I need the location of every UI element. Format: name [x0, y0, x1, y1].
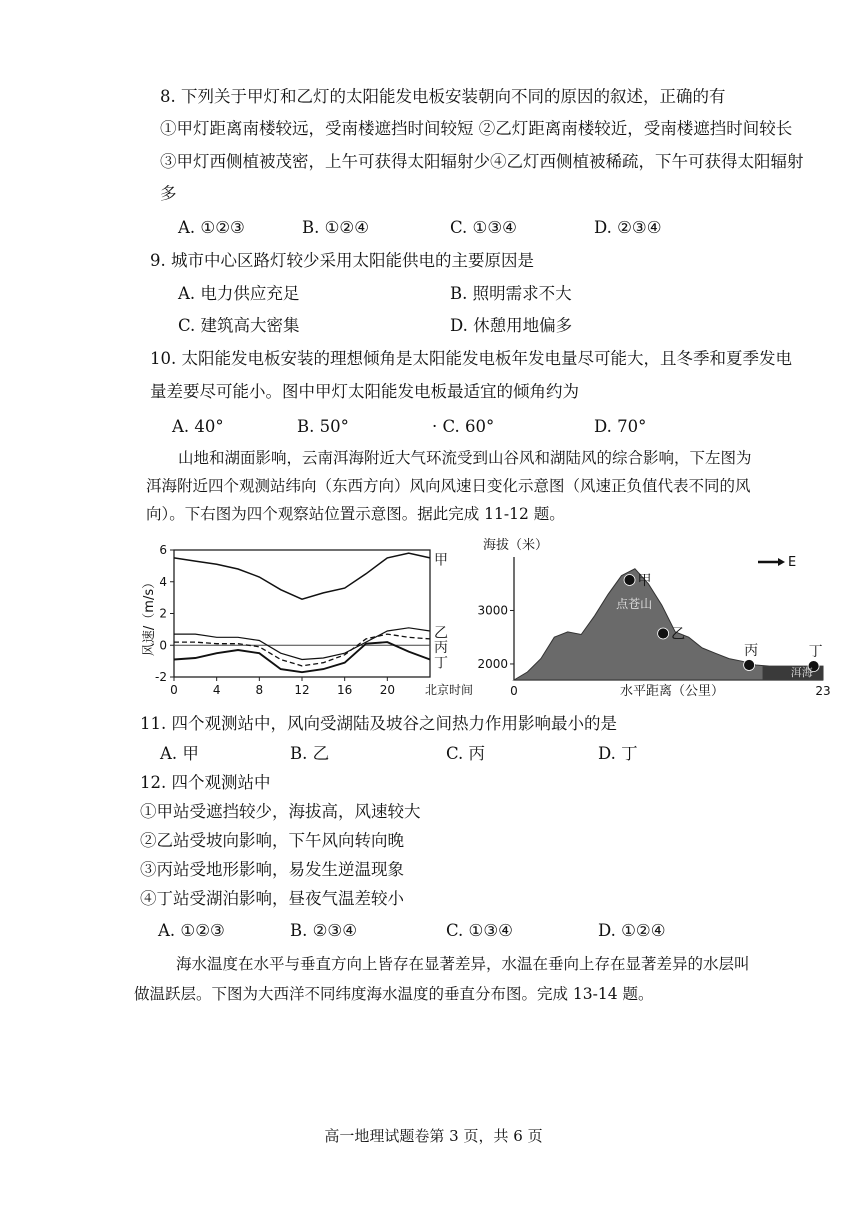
q12-stem: 12. 四个观测站中	[140, 773, 271, 792]
terrain-y-tick-label: 2000	[477, 656, 508, 671]
q12-statement-3: ③丙站受地形影响，易发生逆温现象	[140, 860, 404, 879]
terrain-chart-ylabel: 海拔（米）	[483, 538, 549, 553]
q11-option-a: A. 甲	[160, 744, 199, 763]
q12-statement-2: ②乙站受坡向影响，下午风向转向晚	[140, 831, 404, 850]
wind-series-label: 丙	[434, 639, 448, 656]
wind-x-tick-label: 16	[337, 683, 353, 697]
q10-option-c: · C. 60°	[432, 417, 495, 436]
east-arrow-icon	[758, 558, 785, 566]
wind-y-tick-label: 0	[159, 638, 167, 653]
terrain-chart-xlabel: 水平距离（公里）	[620, 684, 725, 699]
q11-option-d: D. 丁	[598, 744, 638, 763]
wind-series-line	[174, 634, 430, 666]
station-marker	[744, 660, 755, 671]
wind-y-tick-label: 2	[159, 606, 167, 621]
q12-option-c: C. ①③④	[446, 921, 513, 940]
q8-statement-2: ③甲灯西侧植被茂密，上午可获得太阳辐射少④乙灯西侧植被稀疏，下午可获得太阳辐射	[160, 152, 804, 171]
q9-option-a: A. 电力供应充足	[178, 284, 300, 303]
wind-y-tick-label: -2	[155, 670, 167, 684]
wind-chart-xlabel: 北京时间	[425, 683, 474, 697]
q11-option-b: B. 乙	[290, 744, 330, 763]
q12-option-a: A. ①②③	[158, 921, 225, 940]
station-label: 乙	[671, 626, 686, 643]
wind-series-label: 丁	[434, 655, 448, 672]
wind-series-line	[174, 642, 430, 672]
wind-x-tick-label: 20	[379, 683, 395, 697]
q10-option-b: B. 50°	[297, 417, 349, 436]
q8-option-b: B. ①②④	[302, 218, 369, 237]
terrain-x-tick-label: 23	[815, 684, 831, 698]
mountain-label: 点苍山	[616, 596, 653, 611]
wind-speed-chart	[135, 538, 474, 703]
wind-x-tick-label: 4	[212, 683, 221, 697]
intro13-line-1: 海水温度在水平与垂直方向上皆存在显著差异，水温在垂向上存在显著差异的水层叫	[176, 955, 750, 973]
q11-option-c: C. 丙	[446, 744, 486, 763]
intro11-line-1: 山地和湖面影响，云南洱海附近大气环流受到山谷风和湖陆风的综合影响，下左图为	[178, 449, 752, 467]
q10-stem-line-1: 10. 太阳能发电板安装的理想倾角是太阳能发电板年发电量尽可能大，且冬季和夏季发电	[150, 349, 792, 368]
q9-stem: 9. 城市中心区路灯较少采用太阳能供电的主要原因是	[150, 251, 534, 270]
q12-statement-4: ④丁站受湖泊影响，昼夜气温差较小	[140, 889, 404, 908]
wind-x-tick-label: 8	[255, 683, 264, 697]
q11-stem: 11. 四个观测站中，风向受湖陆及坡谷之间热力作用影响最小的是	[140, 714, 617, 733]
station-label: 丁	[808, 644, 823, 661]
q8-statement-1: ①甲灯距离南楼较远，受南楼遮挡时间较短 ②乙灯距离南楼较近，受南楼遮挡时间较长	[160, 119, 793, 138]
q10-option-d: D. 70°	[594, 417, 647, 436]
direction-label: E	[788, 555, 797, 570]
q10-option-a: A. 40°	[172, 417, 224, 436]
q12-option-b: B. ②③④	[290, 921, 357, 940]
q8-option-c: C. ①③④	[450, 218, 517, 237]
terrain-mountain-area	[514, 569, 823, 680]
wind-chart-frame	[174, 550, 430, 677]
q12-statement-1: ①甲站受遮挡较少，海拔高，风速较大	[140, 802, 421, 821]
lake-label: 洱海	[790, 666, 813, 679]
q8-stem: 8. 下列关于甲灯和乙灯的太阳能发电板安装朝向不同的原因的叙述，正确的有	[160, 87, 726, 106]
intro11-line-3: 向）。下右图为四个观察站位置示意图。据此完成 11-12 题。	[146, 505, 565, 523]
terrain-x-tick-label: 0	[510, 684, 518, 698]
q9-option-d: D. 休憩用地偏多	[450, 316, 573, 335]
q10-stem-line-2: 量差要尽可能小。图中甲灯太阳能发电板最适宜的倾角约为	[150, 382, 579, 401]
wind-x-tick-label: 12	[294, 683, 310, 697]
wind-series-label: 甲	[434, 552, 448, 569]
page-footer: 高一地理试题卷第 3 页，共 6 页	[324, 1127, 543, 1145]
station-marker	[624, 574, 635, 585]
intro11-line-2: 洱海附近四个观测站纬向（东西方向）风向风速日变化示意图（风速正负值代表不同的风	[146, 477, 751, 495]
station-marker	[658, 628, 669, 639]
q9-option-c: C. 建筑高大密集	[178, 316, 300, 335]
q12-option-d: D. ①②④	[598, 921, 666, 940]
q9-option-b: B. 照明需求不大	[450, 284, 572, 303]
wind-series-label: 乙	[434, 625, 448, 642]
terrain-profile-chart	[477, 535, 855, 705]
wind-y-tick-label: 6	[159, 543, 167, 557]
q8-statement-2-cont: 多	[160, 184, 177, 203]
terrain-y-tick-label: 3000	[477, 603, 508, 618]
wind-series-line	[174, 553, 430, 599]
station-label: 甲	[637, 572, 652, 589]
station-label: 丙	[744, 643, 759, 660]
q8-option-a: A. ①②③	[178, 218, 245, 237]
wind-y-tick-label: 4	[159, 574, 167, 589]
wind-chart-ylabel: 风速/（m/s）	[142, 575, 157, 657]
wind-x-tick-label: 0	[170, 683, 178, 697]
intro13-line-2: 做温跃层。下图为大西洋不同纬度海水温度的垂直分布图。完成 13-14 题。	[134, 985, 654, 1003]
q8-option-d: D. ②③④	[594, 218, 662, 237]
